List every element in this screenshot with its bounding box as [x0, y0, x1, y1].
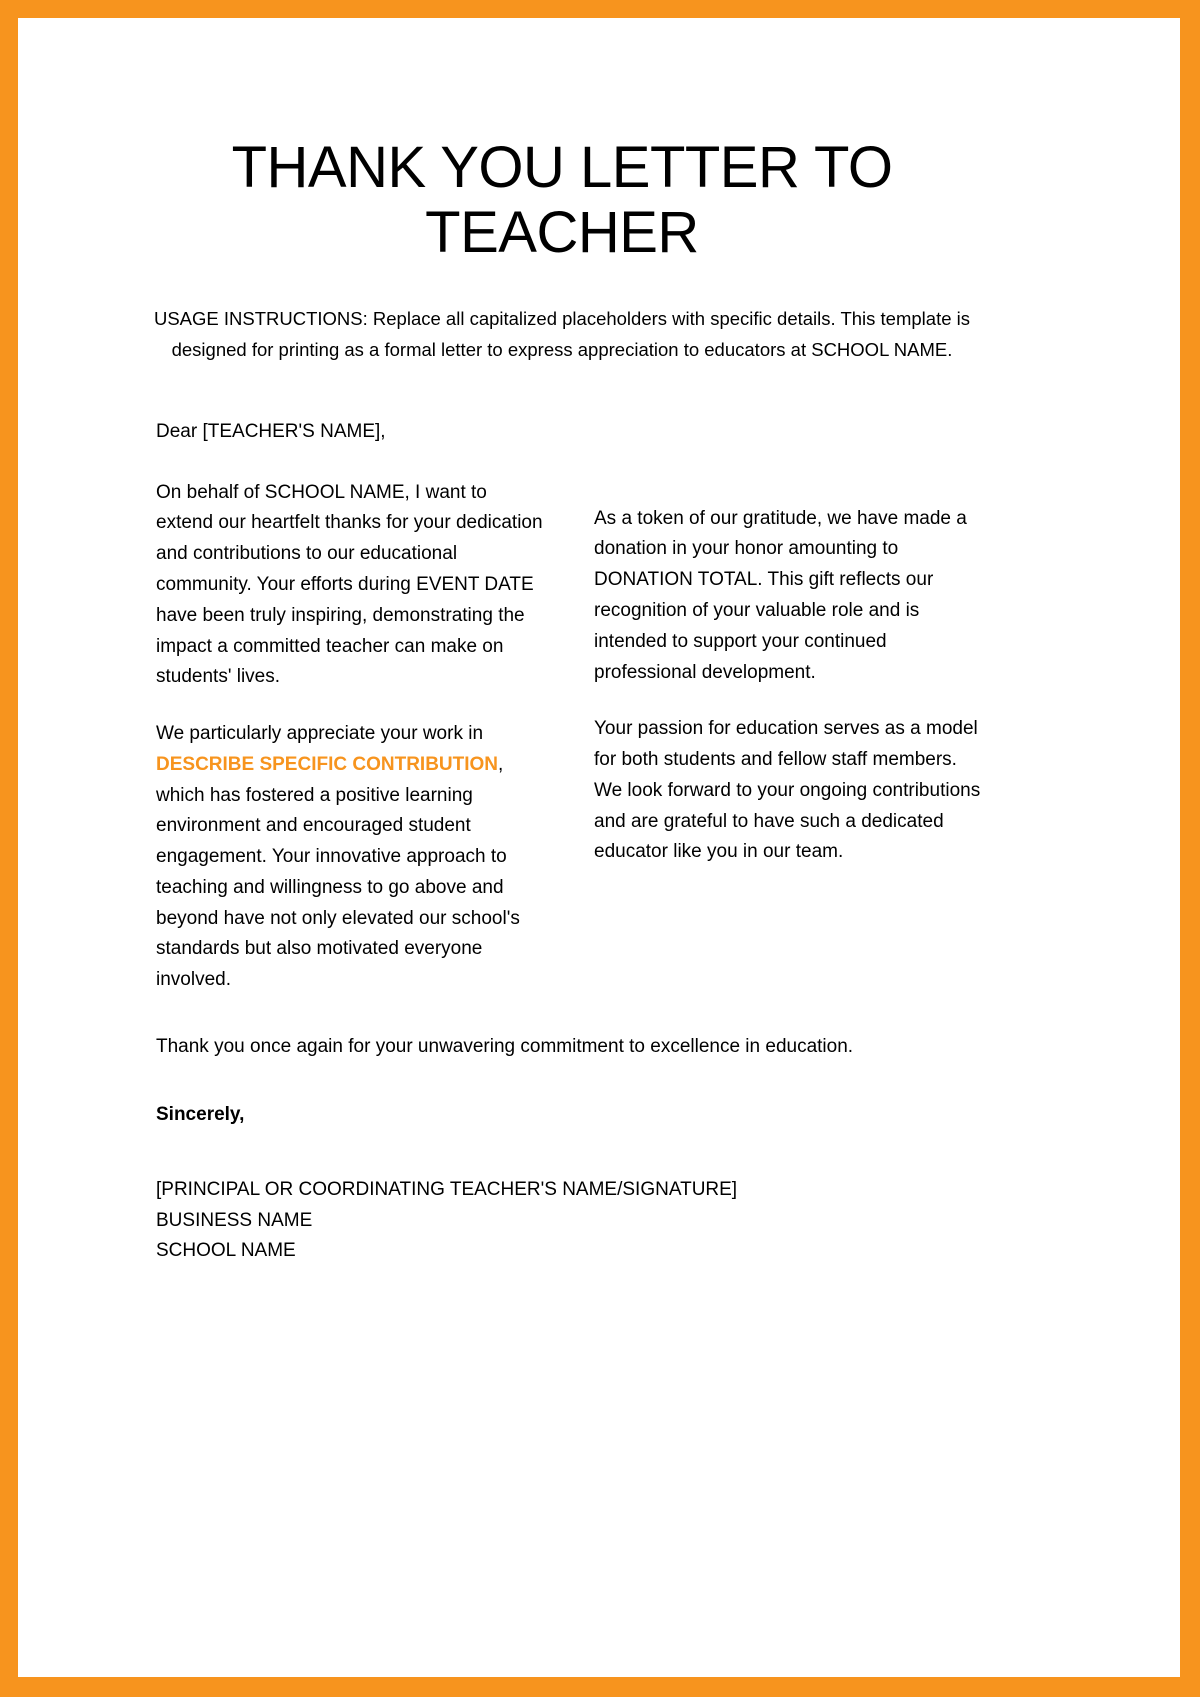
- signature-school-line: SCHOOL NAME: [156, 1240, 296, 1262]
- salutation-line: Dear [TEACHER'S NAME],: [156, 421, 386, 443]
- left-paragraph-2: [156, 719, 548, 996]
- usage-instructions: USAGE INSTRUCTIONS: Replace all capitalized placeholders with specific details. This template is designed for printing as a formal letter to express appreciation to educators at SCHOOL NAME.: [153, 307, 971, 360]
- letter-columns: [142, 448, 982, 996]
- document-sheet: [18, 18, 1180, 1677]
- letter-column-right: [594, 478, 986, 996]
- left-paragraph-2-lead-text: We particularly appreciate your work in: [156, 723, 484, 745]
- right-paragraph-1: As a token of our gratitude, we have made a donation in your honor amounting to DONATION TOTAL. This gift reflects our recognition of your valuable role and is intended to support your continued professional development.: [594, 507, 967, 683]
- left-paragraph-2-trailing-text: , which has fostered a positive learning environment and encouraged student engagement. Your innovative approach to teaching and willingness to go above and beyond have not only elevated our school's standards but also motivated everyone involved.: [156, 753, 520, 991]
- signature-block: [142, 1131, 982, 1267]
- sincerely-line: Sincerely,: [156, 1104, 245, 1126]
- letter-column-left: [156, 478, 548, 996]
- right-paragraph-2: Your passion for education serves as a model for both students and fellow staff members. We look forward to your ongoing contributions and are grateful to have such a dedicated educator like you in our team.: [594, 718, 981, 863]
- signature-name-line: [PRINCIPAL OR COORDINATING TEACHER'S NAME/SIGNATURE]: [156, 1178, 738, 1200]
- page-title: THANK YOU LETTER TO TEACHER: [231, 135, 893, 265]
- closing-line: Thank you once again for your unwavering commitment to excellence in education.: [156, 1035, 854, 1057]
- specific-contribution-placeholder: DESCRIBE SPECIFIC CONTRIBUTION: [156, 753, 499, 775]
- document-content: [142, 18, 982, 1267]
- signature-business-line: BUSINESS NAME: [156, 1209, 313, 1231]
- left-paragraph-1: On behalf of SCHOOL NAME, I want to extend our heartfelt thanks for your dedication and contributions to our educational community. Your efforts during EVENT DATE have been truly inspiring, demonstrating the impact a committed teacher can make on students' lives.: [156, 481, 543, 688]
